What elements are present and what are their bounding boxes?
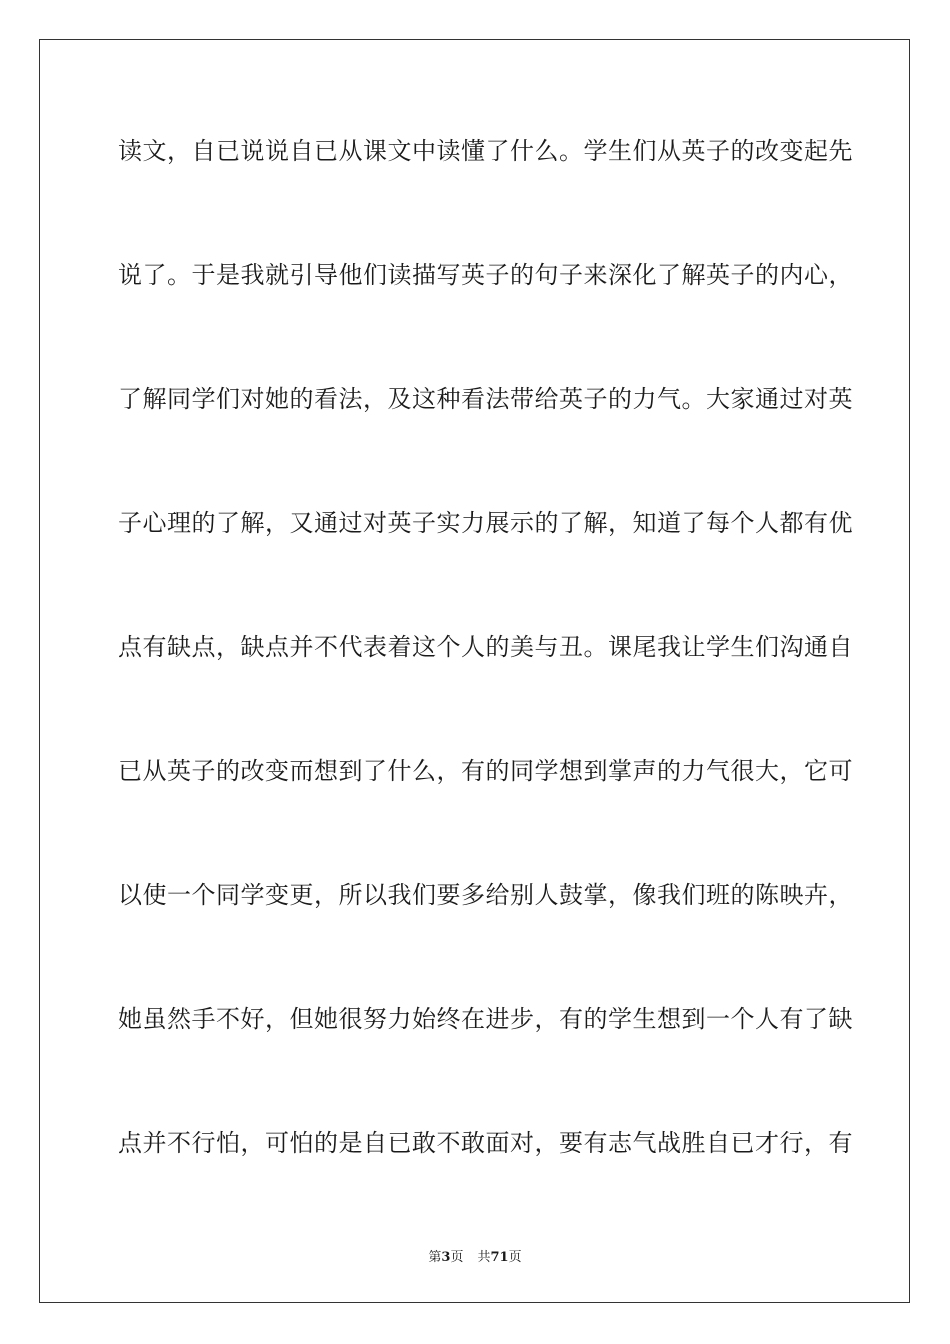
body-text-line-5: 点有缺点，缺点并不代表着这个人的美与丑。课尾我让学生们沟通自: [118, 633, 853, 661]
body-text-line-3: 了解同学们对她的看法，及这种看法带给英子的力气。大家通过对英: [118, 385, 853, 413]
page-number: 3: [441, 1250, 451, 1265]
page-frame: [39, 39, 910, 1303]
total-suffix: 页: [508, 1250, 522, 1265]
body-text-line-9: 点并不行怕，可怕的是自已敢不敢面对，要有志气战胜自已才行，有: [118, 1129, 853, 1157]
body-text-line-1: 读文，自已说说自已从课文中读懂了什么。学生们从英子的改变起先: [118, 137, 853, 165]
body-text-line-8: 她虽然手不好，但她很努力始终在进步，有的学生想到一个人有了缺: [118, 1005, 853, 1033]
body-text-line-2: 说了。于是我就引导他们读描写英子的句子来深化了解英子的内心，: [118, 261, 853, 289]
body-text-line-7: 以使一个同学变更，所以我们要多给别人鼓掌，像我们班的陈映卉，: [118, 881, 853, 909]
total-prefix: 共: [477, 1250, 491, 1265]
body-text-line-4: 子心理的了解，又通过对英子实力展示的了解，知道了每个人都有优: [118, 509, 853, 537]
page-suffix: 页: [450, 1250, 464, 1265]
page-prefix: 第: [428, 1250, 442, 1265]
page-footer: [0, 1246, 950, 1265]
total-pages: 71: [490, 1250, 509, 1265]
body-text-line-6: 已从英子的改变而想到了什么，有的同学想到掌声的力气很大，它可: [118, 757, 853, 785]
